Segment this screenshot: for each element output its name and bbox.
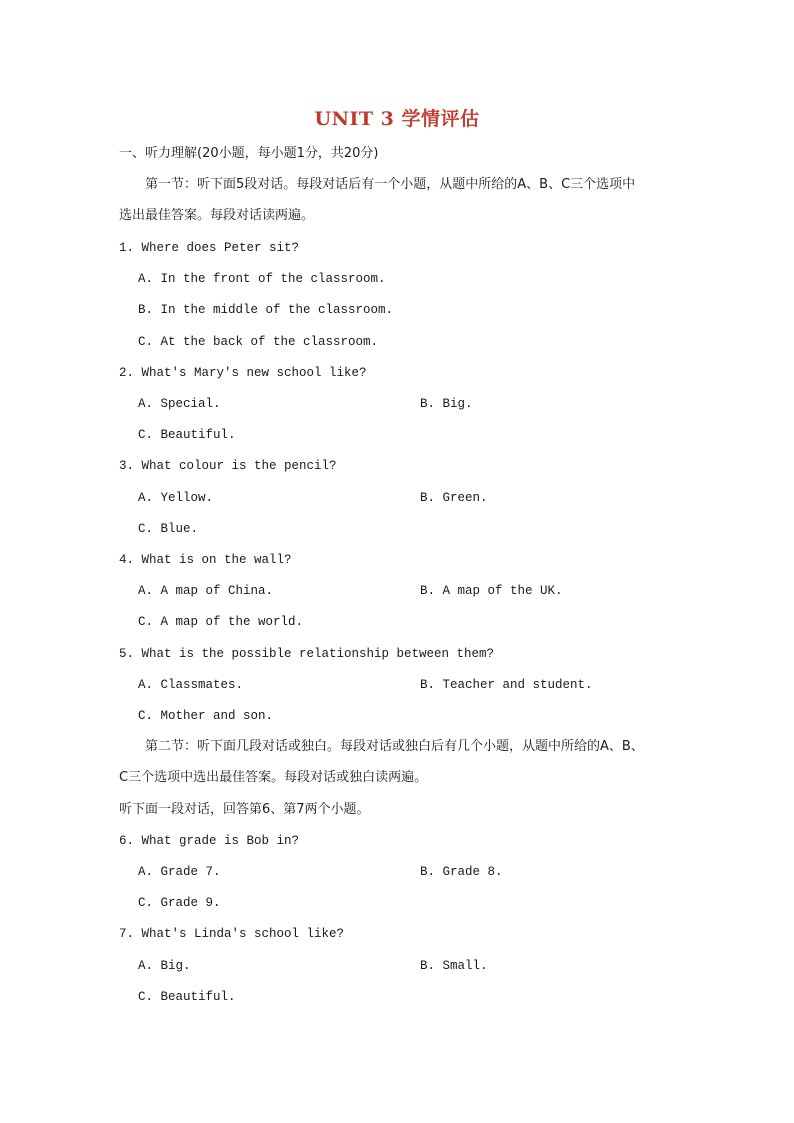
question-2: 2. What's Mary's new school like? xyxy=(119,366,367,380)
question-5-option-b: B. Teacher and student. xyxy=(420,678,593,692)
question-4-option-b: B. A map of the UK. xyxy=(420,584,563,598)
question-1-option-b: B. In the middle of the classroom. xyxy=(138,303,394,317)
question-4-option-c: C. A map of the world. xyxy=(138,615,304,629)
question-2-option-a: A. Special. xyxy=(138,397,221,411)
question-5-option-a: A. Classmates. xyxy=(138,678,244,692)
section-heading: 一、听力理解(20小题，每小题1分，共20分) xyxy=(119,146,379,161)
question-7-option-c: C. Beautiful. xyxy=(138,990,236,1004)
question-6: 6. What grade is Bob in? xyxy=(119,834,300,848)
part2-dialogue-intro: 听下面一段对话，回答第6、第7两个小题。 xyxy=(119,802,370,817)
question-7-option-a: A. Big. xyxy=(138,959,191,973)
question-7-option-b: B. Small. xyxy=(420,959,488,973)
question-3-option-b: B. Green. xyxy=(420,491,488,505)
question-6-option-c: C. Grade 9. xyxy=(138,896,221,910)
question-7: 7. What's Linda's school like? xyxy=(119,927,345,941)
question-1-option-a: A. In the front of the classroom. xyxy=(138,272,386,286)
question-6-option-b: B. Grade 8. xyxy=(420,865,503,879)
page-title: UNIT 3 学情评估 xyxy=(314,108,480,130)
question-6-option-a: A. Grade 7. xyxy=(138,865,221,879)
part2-instruction-line2: C三个选项中选出最佳答案。每段对话或独白读两遍。 xyxy=(119,770,428,785)
question-5: 5. What is the possible relationship between them? xyxy=(119,647,495,661)
question-2-option-b: B. Big. xyxy=(420,397,473,411)
part1-instruction-line2: 选出最佳答案。每段对话读两遍。 xyxy=(119,208,315,223)
question-2-option-c: C. Beautiful. xyxy=(138,428,236,442)
question-1: 1. Where does Peter sit? xyxy=(119,241,300,255)
question-5-option-c: C. Mother and son. xyxy=(138,709,274,723)
part2-instruction-line1: 第二节：听下面几段对话或独白。每段对话或独白后有几个小题，从题中所给的A、B、 xyxy=(145,739,644,754)
question-3-option-c: C. Blue. xyxy=(138,522,199,536)
question-4-option-a: A. A map of China. xyxy=(138,584,274,598)
part1-instruction-line1: 第一节：听下面5段对话。每段对话后有一个小题，从题中所给的A、B、C三个选项中 xyxy=(145,177,636,192)
question-1-option-c: C. At the back of the classroom. xyxy=(138,335,379,349)
question-3: 3. What colour is the pencil? xyxy=(119,459,337,473)
question-3-option-a: A. Yellow. xyxy=(138,491,214,505)
question-4: 4. What is on the wall? xyxy=(119,553,292,567)
